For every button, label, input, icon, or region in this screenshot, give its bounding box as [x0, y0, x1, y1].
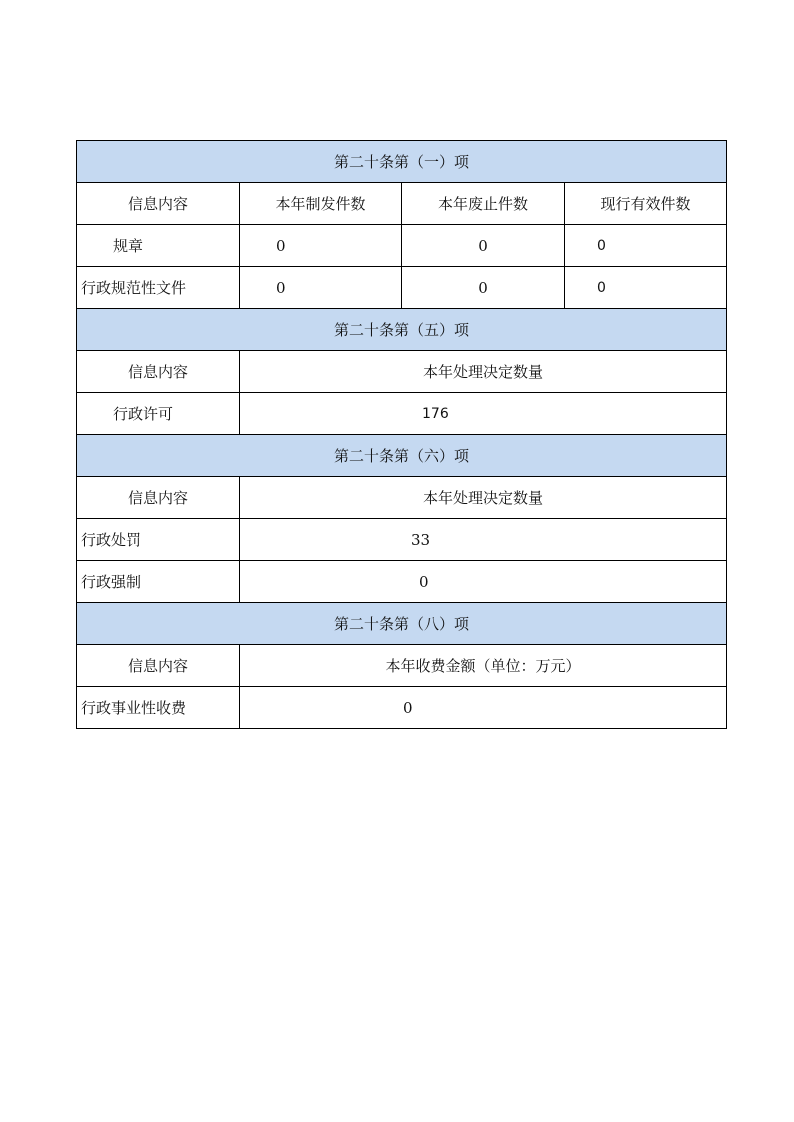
section-header-row [77, 435, 727, 477]
table-row [77, 519, 727, 561]
header-repealed-count: 本年废止件数 [402, 183, 565, 225]
row-label: 行政处罚 [77, 519, 240, 561]
row-label: 行政规范性文件 [77, 267, 240, 309]
table-row [77, 687, 727, 729]
decision-value: 33 [240, 519, 727, 561]
header-decision-count: 本年处理决定数量 [240, 351, 727, 393]
issued-value: 0 [240, 225, 402, 267]
decision-value: 176 [240, 393, 727, 435]
table-row [77, 561, 727, 603]
column-header-row [77, 477, 727, 519]
valid-value: 0 [565, 267, 727, 309]
header-info-content: 信息内容 [77, 645, 240, 687]
row-label: 行政强制 [77, 561, 240, 603]
disclosure-table [76, 140, 727, 729]
section-title: 第二十条第（八）项 [77, 603, 727, 645]
repealed-value: 0 [402, 225, 565, 267]
table-row [77, 393, 727, 435]
header-valid-count: 现行有效件数 [565, 183, 727, 225]
header-info-content: 信息内容 [77, 183, 240, 225]
section-title: 第二十条第（五）项 [77, 309, 727, 351]
header-fee-amount: 本年收费金额（单位：万元） [240, 645, 727, 687]
column-header-row [77, 183, 727, 225]
header-decision-count: 本年处理决定数量 [240, 477, 727, 519]
repealed-value: 0 [402, 267, 565, 309]
column-header-row [77, 351, 727, 393]
row-label: 行政事业性收费 [77, 687, 240, 729]
header-info-content: 信息内容 [77, 477, 240, 519]
row-label: 行政许可 [77, 393, 240, 435]
row-label: 规章 [77, 225, 240, 267]
table-row [77, 225, 727, 267]
header-info-content: 信息内容 [77, 351, 240, 393]
section-title: 第二十条第（六）项 [77, 435, 727, 477]
column-header-row [77, 645, 727, 687]
issued-value: 0 [240, 267, 402, 309]
valid-value: 0 [565, 225, 727, 267]
decision-value: 0 [240, 561, 727, 603]
section-header-row [77, 141, 727, 183]
section-title: 第二十条第（一）项 [77, 141, 727, 183]
fee-value: 0 [240, 687, 727, 729]
table-row [77, 267, 727, 309]
section-header-row [77, 309, 727, 351]
section-header-row [77, 603, 727, 645]
header-issued-count: 本年制发件数 [240, 183, 402, 225]
